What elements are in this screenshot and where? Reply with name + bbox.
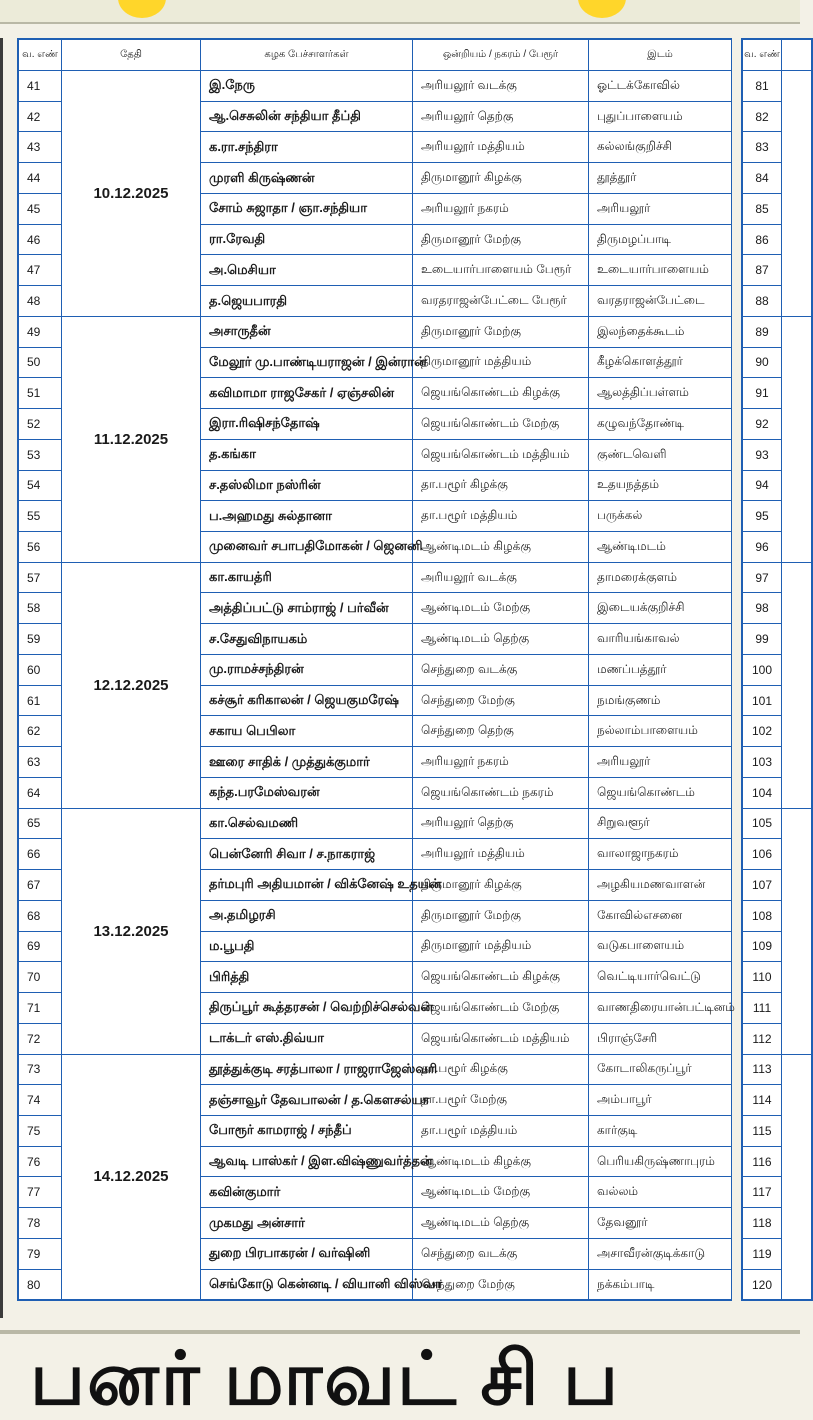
table-row — [743, 71, 812, 102]
row-place: உதயநத்தம் — [589, 470, 732, 501]
row-date: 11.12.2025 — [62, 316, 201, 562]
row-serial-no-right: 97 — [743, 562, 782, 593]
row-speakers: அசாருதீன் — [201, 316, 413, 347]
row-place: சிறுவளூர் — [589, 808, 732, 839]
left-edge-border — [0, 38, 3, 1318]
row-place: குண்டவெளி — [589, 439, 732, 470]
banner-divider — [0, 1330, 800, 1334]
row-union: உடையார்பாளையம் பேரூர் — [413, 255, 589, 286]
header-union: ஒன்றியம் / நகரம் / பேரூர் — [413, 40, 589, 71]
row-union: ஆண்டிமடம் தெற்கு — [413, 1208, 589, 1239]
row-serial-no: 73 — [19, 1054, 62, 1085]
row-place: தூத்தூர் — [589, 163, 732, 194]
row-serial-no: 51 — [19, 378, 62, 409]
row-speakers: ச.சேதுவிநாயகம் — [201, 624, 413, 655]
row-serial-no-right: 95 — [743, 501, 782, 532]
row-serial-no-right: 113 — [743, 1054, 782, 1085]
row-serial-no-right: 99 — [743, 624, 782, 655]
row-speakers: அத்திப்பட்டு சாம்ராஜ் / பர்வீன் — [201, 593, 413, 624]
row-serial-no: 44 — [19, 163, 62, 194]
row-speakers: சகாய பெபிலா — [201, 716, 413, 747]
row-place: வாணதிரையான்பட்டினம் — [589, 993, 732, 1024]
row-serial-no: 52 — [19, 409, 62, 440]
row-speakers: ச.தஸ்லிமா நஸ்ரின் — [201, 470, 413, 501]
row-date: 13.12.2025 — [62, 808, 201, 1054]
table-row — [19, 316, 732, 347]
row-union: தா.பழூர் மத்தியம் — [413, 1115, 589, 1146]
row-speakers: டாக்டர் எஸ்.திவ்யா — [201, 1023, 413, 1054]
row-union: அரியலூர் வடக்கு — [413, 71, 589, 102]
row-union: திருமானூர் கிழக்கு — [413, 870, 589, 901]
header-speakers: கழக பேச்சாளர்கள் — [201, 40, 413, 71]
row-serial-no: 66 — [19, 839, 62, 870]
row-union: அரியலூர் நகரம் — [413, 747, 589, 778]
row-serial-no-right: 92 — [743, 409, 782, 440]
row-speakers: த.ஜெயபாரதி — [201, 286, 413, 317]
row-serial-no: 47 — [19, 255, 62, 286]
row-date-right — [782, 562, 812, 808]
row-serial-no: 57 — [19, 562, 62, 593]
row-serial-no: 68 — [19, 900, 62, 931]
row-place: புதுப்பாளையம் — [589, 101, 732, 132]
row-speakers: இ.நேரு — [201, 71, 413, 102]
row-place: ஜெயங்கொண்டம் — [589, 777, 732, 808]
schedule-table — [17, 38, 735, 1301]
table-row — [743, 316, 812, 347]
row-union: ஆண்டிமடம் கிழக்கு — [413, 532, 589, 563]
row-place: வெட்டியார்வெட்டு — [589, 962, 732, 993]
row-serial-no-right: 85 — [743, 193, 782, 224]
row-place: வரதராஜன்பேட்டை — [589, 286, 732, 317]
row-place: ஆண்டிமடம் — [589, 532, 732, 563]
table-row — [743, 1054, 812, 1085]
row-date-right — [782, 71, 812, 317]
row-speakers: க.ரா.சந்திரா — [201, 132, 413, 163]
row-union: தா.பழூர் மேற்கு — [413, 1085, 589, 1116]
row-serial-no-right: 91 — [743, 378, 782, 409]
row-place: தேவனூர் — [589, 1208, 732, 1239]
row-speakers: முரளி கிருஷ்ணன் — [201, 163, 413, 194]
row-union: அரியலூர் வடக்கு — [413, 562, 589, 593]
row-serial-no: 43 — [19, 132, 62, 163]
row-union: அரியலூர் நகரம் — [413, 193, 589, 224]
row-serial-no: 76 — [19, 1146, 62, 1177]
row-serial-no: 53 — [19, 439, 62, 470]
row-speakers: ஊரை சாதிக் / முத்துக்குமார் — [201, 747, 413, 778]
row-speakers: ப.அஹமது சுல்தானா — [201, 501, 413, 532]
row-serial-no: 42 — [19, 101, 62, 132]
yellow-decoration-right — [578, 0, 626, 18]
row-serial-no-right: 101 — [743, 685, 782, 716]
row-union: திருமானூர் மேற்கு — [413, 224, 589, 255]
row-speakers: தூத்துக்குடி சரத்பாலா / ராஜராஜேஸ்வரி — [201, 1054, 413, 1085]
row-serial-no-right: 83 — [743, 132, 782, 163]
row-union: திருமானூர் மத்தியம் — [413, 347, 589, 378]
row-union: ஜெயங்கொண்டம் கிழக்கு — [413, 962, 589, 993]
row-serial-no: 49 — [19, 316, 62, 347]
row-place: பருக்கல் — [589, 501, 732, 532]
row-place: இலந்தைக்கூடம் — [589, 316, 732, 347]
row-place: நல்லாம்பாளையம் — [589, 716, 732, 747]
row-union: ஆண்டிமடம் கிழக்கு — [413, 1146, 589, 1177]
row-place: வாரியங்காவல் — [589, 624, 732, 655]
row-place: இடையக்குறிச்சி — [589, 593, 732, 624]
row-serial-no: 72 — [19, 1023, 62, 1054]
row-place: நக்கம்பாடி — [589, 1269, 732, 1300]
row-place: அம்பாபூர் — [589, 1085, 732, 1116]
row-speakers: முனைவர் சபாபதிமோகன் / ஜெனனி — [201, 532, 413, 563]
row-serial-no: 58 — [19, 593, 62, 624]
row-speakers: மேலூர் மு.பாண்டியராஜன் / இன்ரான் — [201, 347, 413, 378]
row-speakers: ஆ.செசுலின் சந்தியா தீப்தி — [201, 101, 413, 132]
row-speakers: பிரித்தி — [201, 962, 413, 993]
row-place: கழுவந்தோண்டி — [589, 409, 732, 440]
row-serial-no-right: 108 — [743, 900, 782, 931]
row-union: ஆண்டிமடம் மேற்கு — [413, 1177, 589, 1208]
row-serial-no-right: 89 — [743, 316, 782, 347]
table-row — [19, 562, 732, 593]
row-union: அரியலூர் தெற்கு — [413, 101, 589, 132]
row-speakers: திருப்பூர் கூத்தரசன் / வெற்றிச்செல்வன் — [201, 993, 413, 1024]
row-date-right — [782, 808, 812, 1054]
row-union: செந்துறை மேற்கு — [413, 685, 589, 716]
row-serial-no-right: 81 — [743, 71, 782, 102]
row-speakers: துறை பிரபாகரன் / வர்ஷினி — [201, 1238, 413, 1269]
row-place: கோவில்எசனை — [589, 900, 732, 931]
row-speakers: அ.மெசியா — [201, 255, 413, 286]
row-serial-no: 67 — [19, 870, 62, 901]
row-place: தாமரைக்குளம் — [589, 562, 732, 593]
row-serial-no-right: 112 — [743, 1023, 782, 1054]
row-union: தா.பழூர் கிழக்கு — [413, 470, 589, 501]
row-serial-no: 60 — [19, 654, 62, 685]
row-serial-no-right: 93 — [743, 439, 782, 470]
row-union: வரதராஜன்பேட்டை பேரூர் — [413, 286, 589, 317]
row-serial-no: 46 — [19, 224, 62, 255]
row-place: வடுகபாளையம் — [589, 931, 732, 962]
row-serial-no: 59 — [19, 624, 62, 655]
row-serial-no: 62 — [19, 716, 62, 747]
row-speakers: அ.தமிழரசி — [201, 900, 413, 931]
row-serial-no-right: 105 — [743, 808, 782, 839]
row-speakers: தர்மபுரி அதியமான் / விக்னேஷ் உதயன் — [201, 870, 413, 901]
row-speakers: ஆவடி பாஸ்கர் / இள.விஷ்ணுவர்த்தன் — [201, 1146, 413, 1177]
row-place: வாலாஜாநகரம் — [589, 839, 732, 870]
row-serial-no-right: 102 — [743, 716, 782, 747]
row-place: ஆலத்திப்பள்ளம் — [589, 378, 732, 409]
row-speakers: கா.காயத்ரி — [201, 562, 413, 593]
row-serial-no-right: 96 — [743, 532, 782, 563]
row-serial-no-right: 94 — [743, 470, 782, 501]
row-serial-no-right: 110 — [743, 962, 782, 993]
row-union: தா.பழூர் மத்தியம் — [413, 501, 589, 532]
row-serial-no: 78 — [19, 1208, 62, 1239]
row-place: நமங்குணம் — [589, 685, 732, 716]
row-place: அசாவீரன்குடிக்காடு — [589, 1238, 732, 1269]
row-speakers: ரா.ரேவதி — [201, 224, 413, 255]
banner-title: பனர் மாவட் சி ப — [30, 1337, 621, 1420]
row-union: அரியலூர் மத்தியம் — [413, 132, 589, 163]
row-speakers: மு.ராமச்சந்திரன் — [201, 654, 413, 685]
row-serial-no-right: 107 — [743, 870, 782, 901]
header-blank-right — [782, 40, 812, 71]
row-union: ஜெயங்கொண்டம் நகரம் — [413, 777, 589, 808]
yellow-decoration-left — [118, 0, 166, 18]
row-serial-no-right: 119 — [743, 1238, 782, 1269]
row-serial-no: 80 — [19, 1269, 62, 1300]
row-place: கீழக்கொளத்தூர் — [589, 347, 732, 378]
row-place: கல்லங்குறிச்சி — [589, 132, 732, 163]
row-union: அரியலூர் தெற்கு — [413, 808, 589, 839]
row-place: அரியலூர் — [589, 193, 732, 224]
row-union: ஜெயங்கொண்டம் மத்தியம் — [413, 1023, 589, 1054]
row-date: 14.12.2025 — [62, 1054, 201, 1300]
row-speakers: இரா.ரிஷிசந்தோஷ் — [201, 409, 413, 440]
row-serial-no-right: 111 — [743, 993, 782, 1024]
table-header-row — [19, 40, 732, 71]
row-serial-no: 71 — [19, 993, 62, 1024]
row-serial-no: 45 — [19, 193, 62, 224]
row-place: அழகியமணவாளன் — [589, 870, 732, 901]
row-serial-no: 63 — [19, 747, 62, 778]
row-union: செந்துறை வடக்கு — [413, 1238, 589, 1269]
row-speakers: கந்த.பரமேஸ்வரன் — [201, 777, 413, 808]
table-row — [19, 808, 732, 839]
row-serial-no: 41 — [19, 71, 62, 102]
row-place: வல்லம் — [589, 1177, 732, 1208]
table-row — [19, 1054, 732, 1085]
table-row — [743, 562, 812, 593]
row-serial-no-right: 117 — [743, 1177, 782, 1208]
row-union: ஜெயங்கொண்டம் மேற்கு — [413, 409, 589, 440]
row-speakers: தஞ்சாவூர் தேவபாலன் / த.கௌசல்யா — [201, 1085, 413, 1116]
row-speakers: சோம் சுஜாதா / ஞா.சந்தியா — [201, 193, 413, 224]
header-date: தேதி — [62, 40, 201, 71]
row-serial-no-right: 90 — [743, 347, 782, 378]
row-union: செந்துறை மேற்கு — [413, 1269, 589, 1300]
row-place: மணப்பத்தூர் — [589, 654, 732, 685]
row-serial-no-right: 106 — [743, 839, 782, 870]
row-place: பிராஞ்சேரி — [589, 1023, 732, 1054]
row-serial-no-right: 84 — [743, 163, 782, 194]
row-serial-no: 64 — [19, 777, 62, 808]
table-row — [19, 71, 732, 102]
row-date-right — [782, 316, 812, 562]
row-speakers: செங்கோடு கென்னடி / வியானி விஸ்வா — [201, 1269, 413, 1300]
row-place: கார்குடி — [589, 1115, 732, 1146]
row-serial-no: 75 — [19, 1115, 62, 1146]
row-serial-no: 79 — [19, 1238, 62, 1269]
row-place: பெரியகிருஷ்ணாபுரம் — [589, 1146, 732, 1177]
row-union: செந்துறை வடக்கு — [413, 654, 589, 685]
row-serial-no-right: 120 — [743, 1269, 782, 1300]
row-union: ஜெயங்கொண்டம் மேற்கு — [413, 993, 589, 1024]
row-serial-no: 56 — [19, 532, 62, 563]
row-place: ஓட்டக்கோவில் — [589, 71, 732, 102]
header-serial-no: வ. எண் — [19, 40, 62, 71]
row-serial-no: 65 — [19, 808, 62, 839]
row-serial-no-right: 100 — [743, 654, 782, 685]
row-union: திருமானூர் மேற்கு — [413, 316, 589, 347]
row-place: உடையார்பாளையம் — [589, 255, 732, 286]
row-union: திருமானூர் மத்தியம் — [413, 931, 589, 962]
row-serial-no-right: 118 — [743, 1208, 782, 1239]
row-serial-no: 77 — [19, 1177, 62, 1208]
row-union: தா.பழூர் கிழக்கு — [413, 1054, 589, 1085]
row-union: ஆண்டிமடம் தெற்கு — [413, 624, 589, 655]
row-serial-no: 48 — [19, 286, 62, 317]
row-place: கோடாலிகருப்பூர் — [589, 1054, 732, 1085]
row-union: செந்துறை தெற்கு — [413, 716, 589, 747]
row-serial-no-right: 109 — [743, 931, 782, 962]
row-union: திருமானூர் மேற்கு — [413, 900, 589, 931]
table-row — [743, 808, 812, 839]
row-speakers: கா.செல்வமணி — [201, 808, 413, 839]
row-speakers: முகமது அன்சார் — [201, 1208, 413, 1239]
row-serial-no-right: 114 — [743, 1085, 782, 1116]
row-place: திருமழப்பாடி — [589, 224, 732, 255]
row-serial-no-right: 87 — [743, 255, 782, 286]
row-speakers: த.கங்கா — [201, 439, 413, 470]
row-union: ஜெயங்கொண்டம் கிழக்கு — [413, 378, 589, 409]
row-date: 10.12.2025 — [62, 71, 201, 317]
row-speakers: கவிமாமா ராஜசேகர் / ஏஞ்சலின் — [201, 378, 413, 409]
top-decorative-band — [0, 0, 800, 24]
row-union: திருமானூர் கிழக்கு — [413, 163, 589, 194]
row-speakers: கச்சூர் கரிகாலன் / ஜெயகுமரேஷ் — [201, 685, 413, 716]
row-serial-no-right: 98 — [743, 593, 782, 624]
row-date: 12.12.2025 — [62, 562, 201, 808]
row-union: அரியலூர் மத்தியம் — [413, 839, 589, 870]
continuation-table — [741, 38, 813, 1301]
row-serial-no: 54 — [19, 470, 62, 501]
row-speakers: ம.பூபதி — [201, 931, 413, 962]
row-serial-no-right: 103 — [743, 747, 782, 778]
row-serial-no-right: 115 — [743, 1115, 782, 1146]
row-serial-no-right: 104 — [743, 777, 782, 808]
row-place: அரியலூர் — [589, 747, 732, 778]
header-place: இடம் — [589, 40, 732, 71]
header-serial-no-right: வ. எண் — [743, 40, 782, 71]
row-serial-no: 61 — [19, 685, 62, 716]
row-serial-no: 69 — [19, 931, 62, 962]
row-union: ஆண்டிமடம் மேற்கு — [413, 593, 589, 624]
row-speakers: கவின்குமார் — [201, 1177, 413, 1208]
row-serial-no: 55 — [19, 501, 62, 532]
row-serial-no-right: 88 — [743, 286, 782, 317]
row-serial-no-right: 116 — [743, 1146, 782, 1177]
row-speakers: பென்னேரி சிவா / ச.நாகராஜ் — [201, 839, 413, 870]
row-speakers: போரூர் காமராஜ் / சந்தீப் — [201, 1115, 413, 1146]
row-serial-no-right: 86 — [743, 224, 782, 255]
row-serial-no: 70 — [19, 962, 62, 993]
row-serial-no: 50 — [19, 347, 62, 378]
row-serial-no: 74 — [19, 1085, 62, 1116]
row-union: ஜெயங்கொண்டம் மத்தியம் — [413, 439, 589, 470]
row-date-right — [782, 1054, 812, 1300]
row-serial-no-right: 82 — [743, 101, 782, 132]
